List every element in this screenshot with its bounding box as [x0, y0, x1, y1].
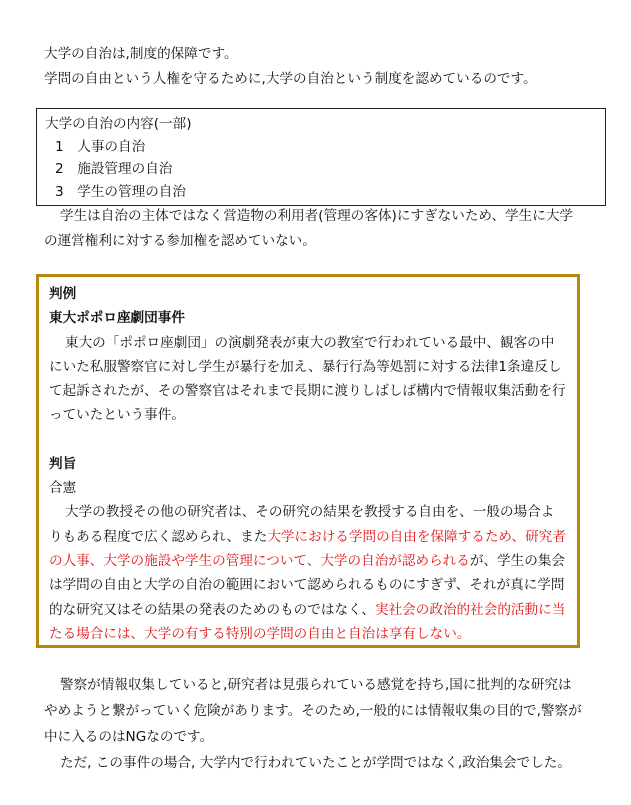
autonomy-box-title: 大学の自治の内容(一部): [45, 116, 192, 132]
case-name: 東大ポポロ座劇団事件: [49, 310, 185, 327]
holding-label: 判旨: [49, 455, 77, 472]
autonomy-item-3: 3 学生の管理の自治: [55, 183, 186, 200]
closing-para-1: 警察が情報収集していると,研究者は見張られている感覚を持ち,国に批判的な研究はやめようと繋がっていく危険があります。そのため,一般的には情報収集の目的で,警察が中に入るのはNGなのです。: [44, 677, 582, 745]
case-spacer: [49, 428, 567, 452]
autonomy-item-2: 2 施設管理の自治: [55, 161, 173, 177]
case-facts: 東大の「ポポロ座劇団」の演劇発表が東大の教室で行われている最中、観客の中にいた私服警察官に対し学生が暴行を加え、暴行行為等処罰に対する法律1条違反して起訴されたが、その警察官はそれまで長期に渡りしばしば構内で情報収集活動を行っていたという事件。: [49, 334, 566, 424]
holding-part-2: が、学生の集会は学問の自由と大学の自治の範囲において認められるものにすぎず、それが真に学問的な研究又はその結果の発表のためのものではなく、: [49, 552, 566, 618]
intro-text: [44, 42, 584, 92]
holding-text: [49, 500, 567, 646]
holding-part-1: 大学の教授その他の研究者は、その研究の結果を教授する自由を、一般の場合よりもある程度で広く認められ、また: [49, 504, 555, 545]
holding-red-1: 大学における学問の自由を保障するため、研究者の人事、大学の施設や学生の管理について、大学の自治が認められる: [49, 528, 566, 569]
holding-red-2: 実社会の政治的社会的活動に当たる場合には、大学の有する特別の学問の自由と自治は享有しない。: [49, 601, 566, 642]
intro-line-2: 学問の自由という人権を守るために,大学の自治という制度を認めているのです。: [44, 71, 537, 87]
holding-result: 合憲: [49, 480, 77, 497]
case-label: 判例: [49, 286, 77, 302]
autonomy-content-box: [36, 108, 606, 206]
case-box: [36, 274, 580, 648]
student-note: 学生は自治の主体ではなく営造物の利用者(管理の客体)にすぎないため、学生に大学の運営権利に対する参加権を認めていない。: [44, 208, 574, 249]
intro-line-1: 大学の自治は,制度的保障です。: [44, 46, 238, 62]
autonomy-item-1: 1 人事の自治: [55, 138, 146, 155]
closing-para-2: ただ, この事件の場合, 大学内で行われていたことが学問ではなく,政治集会でした。: [60, 755, 571, 771]
closing-text: [44, 672, 584, 776]
